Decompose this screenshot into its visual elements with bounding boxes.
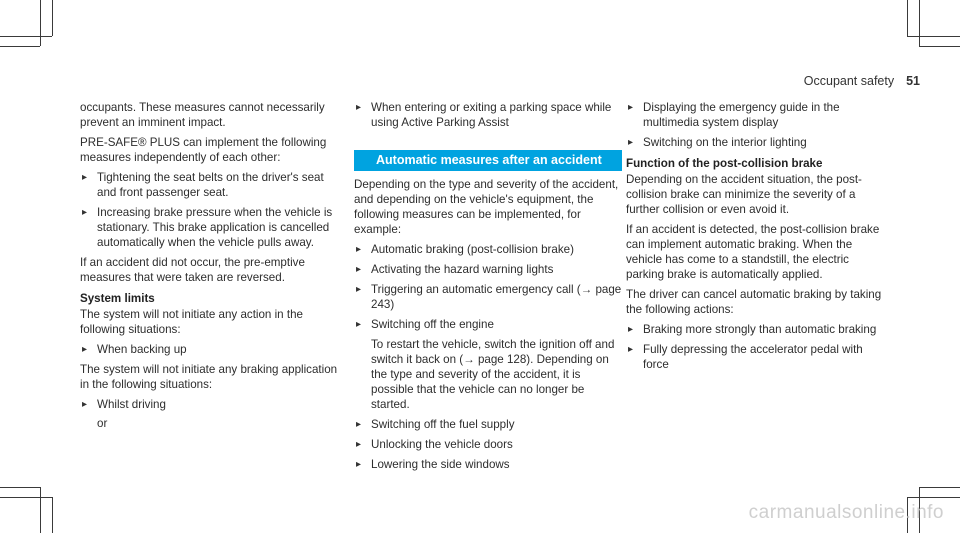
bullet-list xyxy=(80,342,338,357)
subheading-post-collision-brake: Function of the post-collision brake xyxy=(626,157,823,170)
bullet-list xyxy=(354,242,622,472)
bullet-list xyxy=(626,100,884,150)
crop-mark xyxy=(919,487,960,488)
paragraph: PRE-SAFE® PLUS can implement the following measures independently of each other: xyxy=(80,136,327,164)
crop-mark xyxy=(907,36,960,37)
paragraph: The driver can cancel automatic braking by taking the following actions: xyxy=(626,288,882,316)
crop-mark xyxy=(40,0,41,46)
list-item: ▸ Triggering an automatic emergency call (→ page 243) xyxy=(354,282,622,312)
bullet-list xyxy=(626,322,884,372)
list-item: ▸ Braking more strongly than automatic braking xyxy=(626,322,884,337)
crop-mark xyxy=(919,0,920,46)
page-number: 51 xyxy=(906,74,920,88)
list-item: ▸ Automatic braking (post-collision brake) xyxy=(354,242,622,257)
list-item: ▸ Lowering the side windows xyxy=(354,457,622,472)
list-item-text: Switching off the engine xyxy=(371,318,494,331)
list-item: ▸ Displaying the emergency guide in the multimedia system display xyxy=(626,100,884,130)
section-title: Occupant safety xyxy=(803,74,895,88)
list-item: ▸ Fully depressing the accelerator pedal with force xyxy=(626,342,884,372)
list-item: ▸ Increasing brake pressure when the vehicle is stationary. This brake application is cancelled automatically when the vehicle pulls away. xyxy=(80,205,338,250)
crop-mark xyxy=(907,497,960,498)
paragraph: The system will not initiate any action in the following situations: xyxy=(80,308,303,336)
list-item: ▸ When backing up xyxy=(80,342,338,357)
list-item xyxy=(354,317,622,412)
crop-mark xyxy=(0,46,40,47)
paragraph: Depending on the type and severity of the accident, and depending on the vehicle's equipment, the following measures can be implemented, for example: xyxy=(354,178,619,236)
crop-mark xyxy=(0,487,40,488)
list-item: ▸ When entering or exiting a parking space while using Active Parking Assist xyxy=(354,100,622,130)
crop-mark xyxy=(919,46,960,47)
crop-mark xyxy=(52,497,53,533)
list-item: ▸ Unlocking the vehicle doors xyxy=(354,437,622,452)
paragraph: The system will not initiate any braking application in the following situations: xyxy=(80,363,338,391)
crop-mark xyxy=(0,497,52,498)
crop-mark xyxy=(0,36,52,37)
column-left xyxy=(80,100,338,436)
list-item: ▸ Switching on the interior lighting xyxy=(626,135,884,150)
column-middle xyxy=(354,100,622,477)
paragraph: Depending on the accident situation, the post-collision brake can minimize the severity of a further collision or even avoid it. xyxy=(626,173,862,216)
list-item: ▸ Switching off the fuel supply xyxy=(354,417,622,432)
bullet-list xyxy=(80,170,338,250)
section-heading-bar: Automatic measures after an accident xyxy=(354,150,622,171)
crop-mark xyxy=(52,0,53,36)
crop-mark xyxy=(907,0,908,36)
list-item: ▸ Activating the hazard warning lights xyxy=(354,262,622,277)
list-item-text: Whilst driving xyxy=(97,398,166,411)
crop-mark xyxy=(40,487,41,533)
or-text: or xyxy=(97,417,108,430)
bullet-list xyxy=(80,397,338,431)
bullet-list xyxy=(354,100,622,130)
list-item-detail: To restart the vehicle, switch the ignition off and switch it back on (→ page 128). Depending on the type and severity of the accident, it is possible that the vehicle can no longer be started. xyxy=(371,338,615,411)
column-right xyxy=(626,100,884,377)
paragraph: If an accident did not occur, the pre-emptive measures that were taken are reversed. xyxy=(80,256,305,284)
list-item: ▸ Tightening the seat belts on the driver's seat and front passenger seat. xyxy=(80,170,338,200)
paragraph: occupants. These measures cannot necessarily prevent an imminent impact. xyxy=(80,101,325,129)
watermark: carmanualsonline.info xyxy=(748,502,944,523)
running-header xyxy=(804,74,920,88)
subheading-system-limits: System limits xyxy=(80,292,155,305)
paragraph: If an accident is detected, the post-collision brake can implement automatic braking. When the vehicle has come to a standstill, the electric parking brake is automatically applied. xyxy=(626,223,880,281)
list-item xyxy=(80,397,338,431)
